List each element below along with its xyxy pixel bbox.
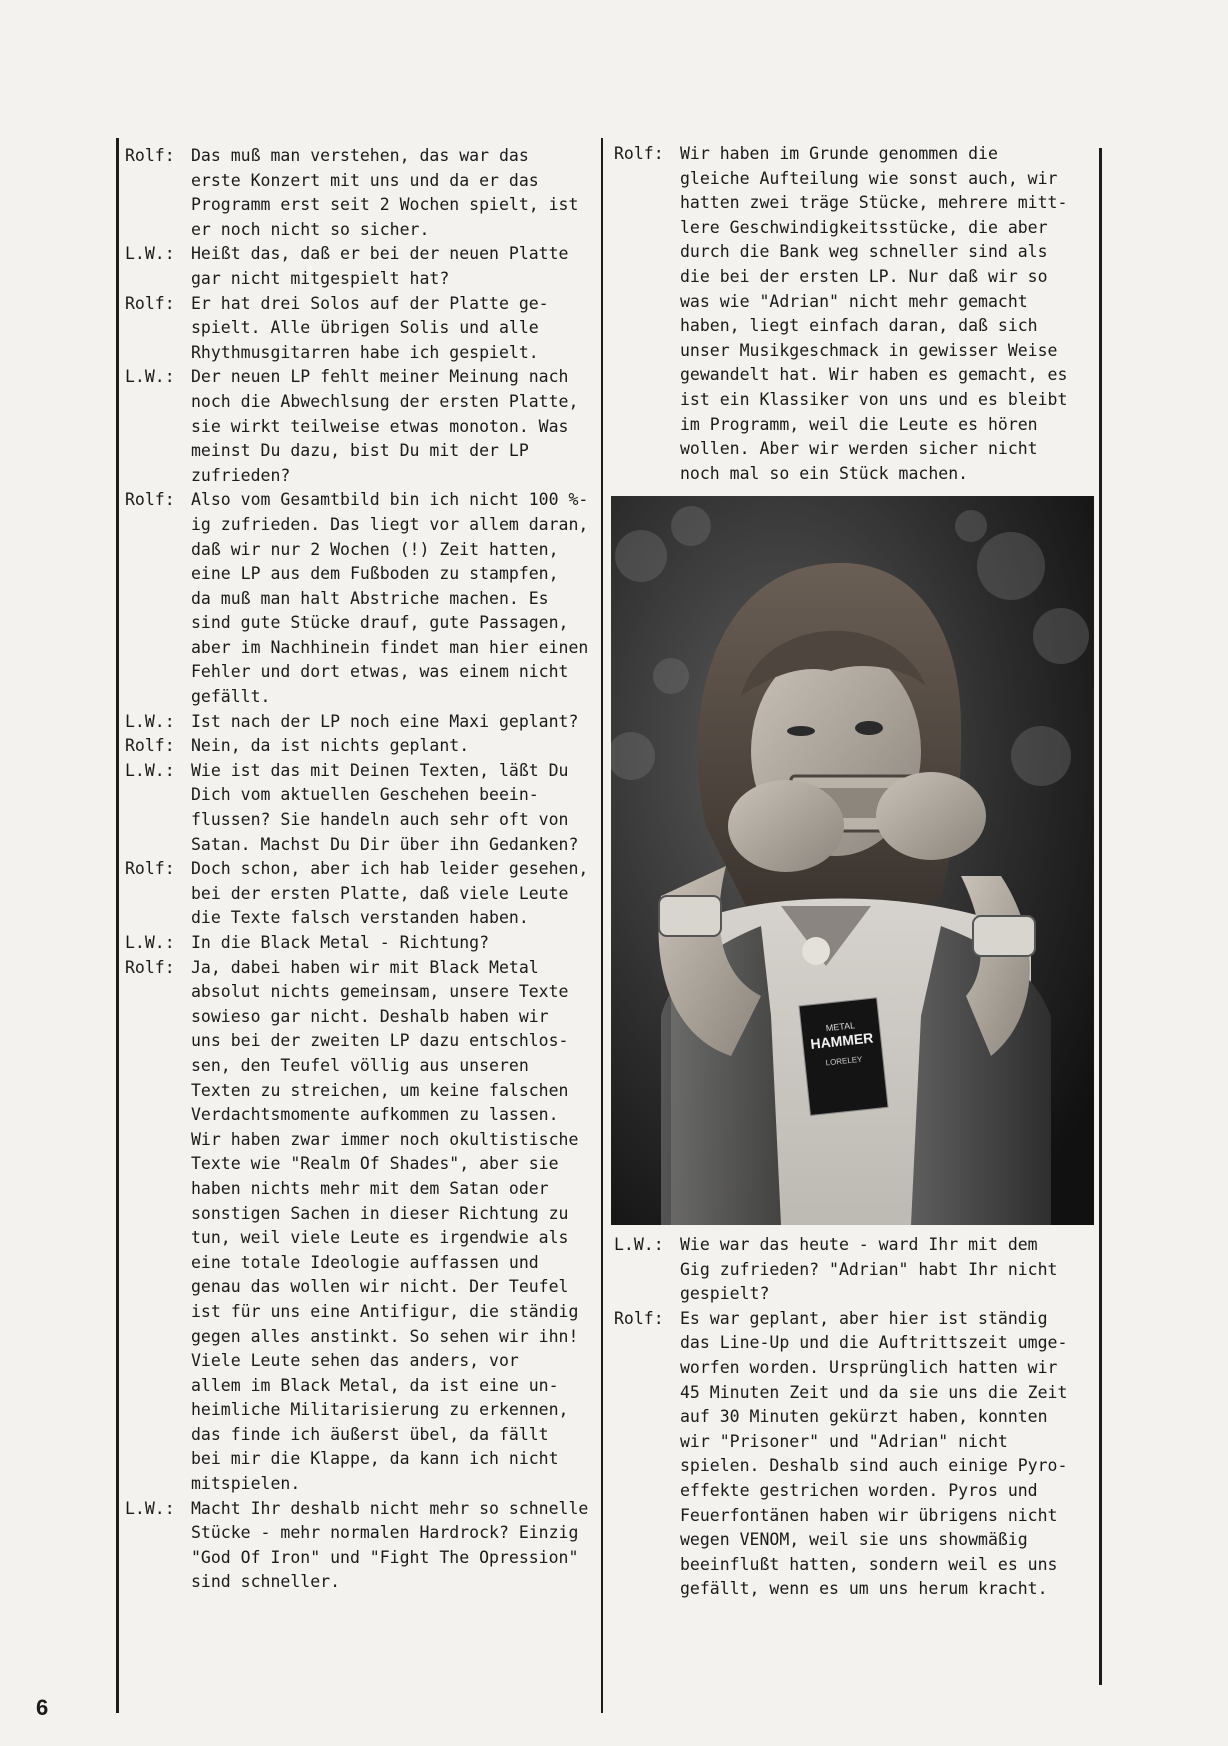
text-line: er noch nicht so sicher. [191, 219, 430, 239]
answer-text [191, 144, 595, 242]
text-line: eine LP aus dem Fußboden zu stampfen, [191, 564, 559, 584]
speaker-label: Rolf: [614, 144, 664, 163]
text-line: spielt. Alle übrigen Solis und alle [191, 318, 539, 338]
speaker-label: L.W.: [125, 1498, 175, 1518]
text-line: beeinflußt hatten, sondern weil es uns [680, 1554, 1058, 1574]
left-column-rule [116, 138, 119, 1713]
interview-entry [125, 857, 595, 931]
text-line: sowieso gar nicht. Deshalb haben wir [191, 1006, 549, 1026]
text-line: Macht Ihr deshalb nicht mehr so schnelle [191, 1498, 589, 1518]
text-line: absolut nichts gemeinsam, unsere Texte [191, 982, 569, 1002]
text-line: worfen worden. Ursprünglich hatten wir [680, 1357, 1058, 1377]
text-line: im Programm, weil die Leute es hören [680, 414, 1038, 434]
text-line: haben nichts mehr mit dem Satan oder [191, 1178, 549, 1198]
text-line: Rhythmusgitarren habe ich gespielt. [191, 342, 539, 362]
text-line: auf 30 Minuten gekürzt haben, konnten [680, 1407, 1048, 1427]
text-line: bei der ersten Platte, daß viele Leute [191, 883, 569, 903]
answer-text [191, 931, 595, 956]
text-line: sen, den Teufel völlig aus unseren [191, 1055, 529, 1075]
text-line: gefällt, wenn es um uns herum kracht. [680, 1579, 1048, 1599]
text-line: noch mal so ein Stück machen. [680, 463, 969, 483]
text-line: Wir haben zwar immer noch okultistische [191, 1129, 579, 1149]
center-column-rule [601, 138, 603, 1713]
text-line: unser Musikgeschmack in gewisser Weise [680, 340, 1058, 360]
text-line: Wie ist das mit Deinen Texten, läßt Du [191, 760, 569, 780]
text-line: bei mir die Klappe, da kann ich nicht [191, 1449, 559, 1469]
text-line: Viele Leute sehen das anders, vor [191, 1351, 519, 1371]
text-line: wegen VENOM, weil sie uns showmäßig [680, 1530, 1028, 1550]
answer-text [191, 242, 595, 291]
text-line: die Texte falsch verstanden haben. [191, 908, 529, 928]
text-line: uns bei der zweiten LP dazu entschlos- [191, 1031, 569, 1051]
text-line: hatten zwei träge Stücke, mehrere mitt- [680, 193, 1068, 213]
text-line: ig zufrieden. Das liegt vor allem daran, [191, 514, 589, 534]
text-line: gleiche Aufteilung wie sonst auch, wir [680, 168, 1058, 188]
text-line: noch die Abwechlsung der ersten Platte, [191, 391, 579, 411]
text-line: wir "Prisoner" und "Adrian" nicht [680, 1431, 1008, 1451]
text-line: gewandelt hat. Wir haben es gemacht, es [680, 365, 1068, 385]
answer-text [191, 292, 595, 366]
text-line: Ja, dabei haben wir mit Black Metal [191, 957, 539, 977]
text-line: heimliche Militarisierung zu erkennen, [191, 1400, 569, 1420]
speaker-label: L.W.: [614, 1235, 664, 1254]
interview-entry [125, 365, 595, 488]
text-line: Texte wie "Realm Of Shades", aber sie [191, 1154, 559, 1174]
answer-text [680, 1307, 1094, 1602]
text-line: 45 Minuten Zeit und da sie uns die Zeit [680, 1382, 1068, 1402]
speaker-label: L.W.: [125, 933, 175, 952]
text-line: flussen? Sie handeln auch sehr oft von [191, 810, 569, 830]
text-line: Also vom Gesamtbild bin ich nicht 100 %- [191, 490, 589, 510]
answer-text [191, 1497, 595, 1595]
interview-entry [125, 292, 595, 366]
text-line: meinst Du dazu, bist Du mit der LP [191, 441, 529, 461]
speaker-label: Rolf: [125, 293, 175, 313]
speaker-label: Rolf: [125, 736, 175, 756]
speaker-label: Rolf: [125, 859, 175, 879]
answer-text [191, 956, 595, 1497]
text-line: sind gute Stücke drauf, gute Passagen, [191, 613, 569, 633]
speaker-label: L.W.: [125, 711, 175, 731]
text-line: eine totale Ideologie auffassen und [191, 1252, 539, 1272]
text-line: ist ein Klassiker von uns und es bleibt [680, 389, 1068, 409]
text-line: das Line-Up und die Auftrittszeit umge- [680, 1333, 1068, 1353]
speaker-label: Rolf: [125, 957, 175, 977]
text-line: was wie "Adrian" nicht mehr gemacht [680, 291, 1028, 311]
text-line: gespielt? [680, 1284, 770, 1304]
badge-text-2: HAMMER [809, 1029, 875, 1052]
answer-text [191, 365, 595, 488]
text-line: wollen. Aber wir werden sicher nicht [680, 439, 1038, 459]
text-line: effekte gestrichen worden. Pyros und [680, 1480, 1038, 1500]
text-line: Ist nach der LP noch eine Maxi geplant? [191, 711, 579, 731]
text-line: daß wir nur 2 Wochen (!) Zeit hatten, [191, 539, 559, 559]
band-member-photo [611, 496, 1094, 1225]
interview-entry [125, 734, 595, 759]
text-line: genau das wollen wir nicht. Der Teufel [191, 1277, 569, 1297]
interview-entry [125, 710, 595, 735]
text-line: Es war geplant, aber hier ist ständig [680, 1308, 1048, 1328]
text-line: mitspielen. [191, 1474, 301, 1494]
interview-entry [125, 956, 595, 1497]
text-line: Feuerfontänen haben wir übrigens nicht [680, 1505, 1058, 1525]
text-line: ist für uns eine Antifigur, die ständig [191, 1301, 579, 1321]
interview-entry [125, 242, 595, 291]
text-line: haben, liegt einfach daran, daß sich [680, 316, 1038, 336]
text-line: Heißt das, daß er bei der neuen Platte [191, 244, 569, 264]
answer-text [680, 1233, 1094, 1307]
speaker-label: L.W.: [125, 244, 175, 264]
right-column-rule [1099, 148, 1102, 1685]
answer-text [191, 710, 595, 735]
text-line: Wir haben im Grunde genommen die [680, 144, 998, 163]
text-line: gefällt. [191, 687, 271, 707]
text-line: Nein, da ist nichts geplant. [191, 736, 470, 756]
text-line: Der neuen LP fehlt meiner Meinung nach [191, 367, 569, 387]
interview-entry [125, 1497, 595, 1595]
answer-text [191, 759, 595, 857]
text-line: Dich vom aktuellen Geschehen beein- [191, 785, 539, 805]
text-line: Programm erst seit 2 Wochen spielt, ist [191, 195, 579, 215]
text-line: Das muß man verstehen, das war das [191, 146, 529, 165]
interview-entry [125, 488, 595, 709]
text-line: Doch schon, aber ich hab leider gesehen, [191, 859, 589, 879]
text-line: Texten zu streichen, um keine falschen [191, 1080, 569, 1100]
badge-text-3: LORELEY [825, 1054, 863, 1068]
left-column-interview [125, 144, 595, 1595]
text-line: erste Konzert mit uns und da er das [191, 170, 539, 190]
text-line: die bei der ersten LP. Nur daß wir so [680, 266, 1048, 286]
text-line: allem im Black Metal, da ist eine un- [191, 1375, 559, 1395]
text-line: Wie war das heute - ward Ihr mit dem [680, 1235, 1038, 1254]
text-line: In die Black Metal - Richtung? [191, 933, 490, 952]
interview-entry [125, 144, 595, 242]
text-line: Verdachtsmomente aufkommen zu lassen. [191, 1105, 559, 1125]
interview-entry [614, 142, 1094, 486]
speaker-label: Rolf: [125, 490, 175, 510]
badge-text-1: METAL [825, 1020, 856, 1034]
text-line: gegen alles anstinkt. So sehen wir ihn! [191, 1326, 579, 1346]
text-line: spielen. Deshalb sind auch einige Pyro- [680, 1456, 1068, 1476]
text-line: "God Of Iron" und "Fight The Opression" [191, 1547, 579, 1567]
text-line: Gig zufrieden? "Adrian" habt Ihr nicht [680, 1259, 1058, 1279]
right-column-bottom-interview [614, 1233, 1094, 1602]
speaker-label: Rolf: [125, 146, 175, 165]
answer-text [191, 734, 595, 759]
answer-text [191, 488, 595, 709]
text-line: das finde ich äußerst übel, da fällt [191, 1424, 549, 1444]
interview-entry [125, 931, 595, 956]
speaker-label: L.W.: [125, 367, 175, 387]
text-line: Er hat drei Solos auf der Platte ge- [191, 293, 549, 313]
text-line: Fehler und dort etwas, was einem nicht [191, 662, 569, 682]
text-line: da muß man halt Abstriche machen. Es [191, 588, 549, 608]
text-line: lere Geschwindigkeitsstücke, die aber [680, 217, 1048, 237]
page-number: 6 [36, 1695, 49, 1720]
text-line: Satan. Machst Du Dir über ihn Gedanken? [191, 834, 579, 854]
answer-text [191, 857, 595, 931]
interview-entry [125, 759, 595, 857]
text-line: sie wirkt teilweise etwas monoton. Was [191, 416, 569, 436]
right-column-top-interview [614, 142, 1094, 486]
interview-entry [614, 1233, 1094, 1307]
text-line: sind schneller. [191, 1572, 341, 1592]
speaker-label: L.W.: [125, 760, 175, 780]
text-line: aber im Nachhinein findet man hier einen [191, 637, 589, 657]
text-line: zufrieden? [191, 465, 291, 485]
speaker-label: Rolf: [614, 1308, 664, 1328]
text-line: sonstigen Sachen in dieser Richtung zu [191, 1203, 569, 1223]
answer-text [680, 142, 1094, 486]
text-line: gar nicht mitgespielt hat? [191, 268, 450, 288]
text-line: Stücke - mehr normalen Hardrock? Einzig [191, 1523, 579, 1543]
text-line: durch die Bank weg schneller sind als [680, 242, 1048, 262]
interview-entry [614, 1307, 1094, 1602]
text-line: tun, weil viele Leute es irgendwie als [191, 1228, 569, 1248]
